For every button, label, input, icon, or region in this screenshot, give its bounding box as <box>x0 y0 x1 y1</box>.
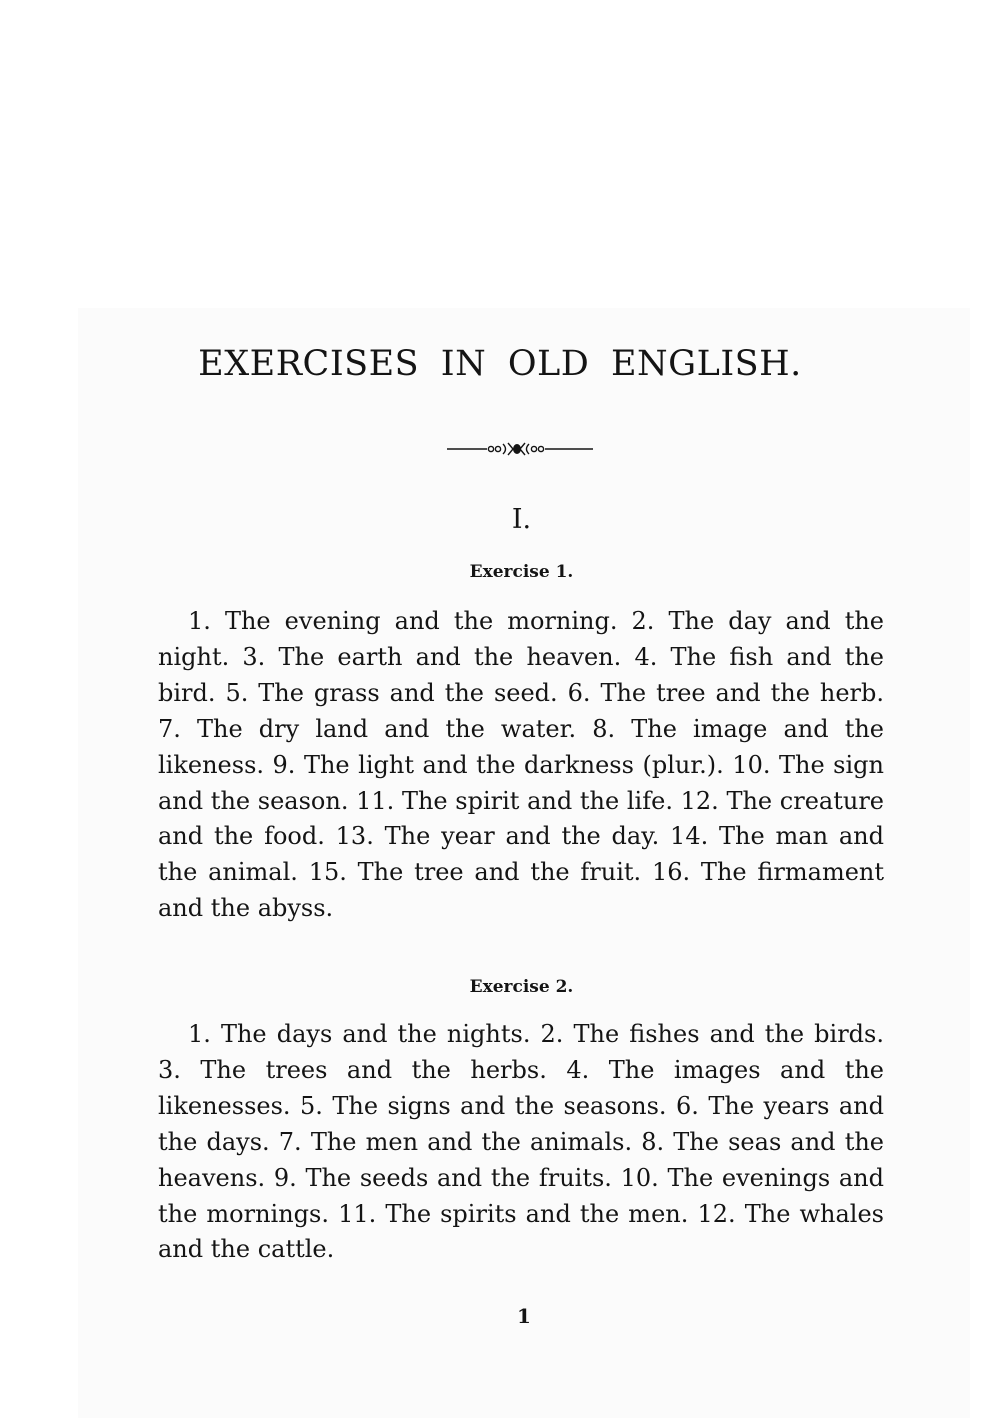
exercise-text: 1. The days and the nights. 2. The fishes and the birds. 3. The trees and the herbs. 4. The images and the likenesses. 5. The signs and the seasons. 6. The years and the days. 7. The men and the animals. 8. The seas and the heavens. 9. The seeds and the fruits. 10. The evenings and the mornings. 11. The spirits and the men. 12. The whales and the cattle. <box>158 1020 884 1264</box>
exercise-heading: Exercise 2. <box>469 977 574 997</box>
section-number: I. <box>511 504 532 535</box>
decorative-divider-icon <box>445 438 595 460</box>
exercise-heading: Exercise 1. <box>469 562 574 582</box>
exercise-text: 1. The evening and the morning. 2. The day and the night. 3. The earth and the heaven. 4. The fish and the bird. 5. The grass and the seed. 6. The tree and the herb. 7. The dry land and the water. 8. The image and the likeness. 9. The light and the darkness (plur.). 10. The sign and the season. 11. The spirit and the life. 12. The creature and the food. 13. The year and the day. 14. The man and the animal. 15. The tree and the fruit. 16. The firmament and the abyss. <box>158 607 884 923</box>
page-title: EXERCISES IN OLD ENGLISH. <box>198 344 802 384</box>
page-number: 1 <box>517 1304 531 1328</box>
